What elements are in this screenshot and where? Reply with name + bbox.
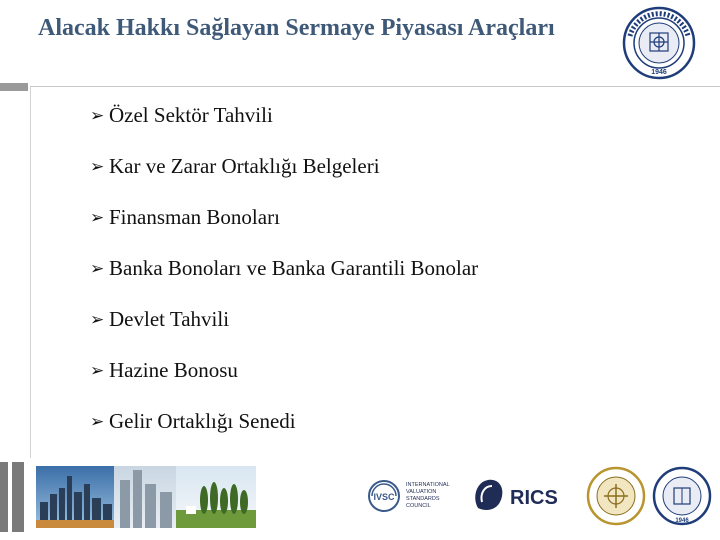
ivsc-mark: IVSC	[373, 492, 395, 502]
ivsc-text-line: STANDARDS	[406, 496, 440, 502]
slide-title: Alacak Hakkı Sağlayan Sermaye Piyasası Araçları	[38, 15, 555, 41]
rics-wordmark: RICS	[510, 487, 558, 509]
bullet-item: ➢ Hazine Bonosu	[90, 358, 238, 382]
university-seal-small-icon	[654, 468, 710, 524]
ivsc-text-line: VALUATION	[406, 489, 437, 495]
ivsc-text-line: COUNCIL	[406, 503, 431, 509]
bullet-item: ➢ Özel Sektör Tahvili	[90, 103, 273, 127]
bullet-list	[90, 90, 478, 447]
small-seal-year: 1946	[675, 518, 689, 524]
content-divider	[30, 86, 31, 458]
arrow-bullet-icon: ➢	[90, 207, 105, 228]
ivsc-text-line: INTERNATIONAL	[406, 482, 450, 488]
gray-block	[12, 462, 24, 532]
bullet-item: ➢ Gelir Ortaklığı Senedi	[90, 409, 296, 433]
arrow-bullet-icon: ➢	[90, 411, 105, 432]
bullet-item: ➢ Banka Bonoları ve Banka Garantili Bonolar	[90, 256, 479, 280]
partner-logos	[366, 462, 720, 532]
gold-seal-icon	[588, 468, 644, 524]
arrow-bullet-icon: ➢	[90, 258, 105, 279]
header-divider	[30, 86, 720, 87]
accent-bar	[0, 83, 28, 91]
bullet-item: ➢ Kar ve Zarar Ortaklığı Belgeleri	[90, 154, 380, 178]
university-seal-icon	[622, 6, 696, 80]
gray-block	[0, 462, 8, 532]
arrow-bullet-icon: ➢	[90, 105, 105, 126]
ivsc-logo-icon	[369, 481, 450, 511]
arrow-bullet-icon: ➢	[90, 309, 105, 330]
arrow-bullet-icon: ➢	[90, 156, 105, 177]
arrow-bullet-icon: ➢	[90, 360, 105, 381]
bullet-item: ➢ Finansman Bonoları	[90, 205, 280, 229]
seal-year: 1946	[651, 69, 667, 76]
bullet-item: ➢ Devlet Tahvili	[90, 307, 230, 331]
city-landscape-photos	[36, 466, 256, 528]
rics-logo-icon	[475, 480, 558, 510]
